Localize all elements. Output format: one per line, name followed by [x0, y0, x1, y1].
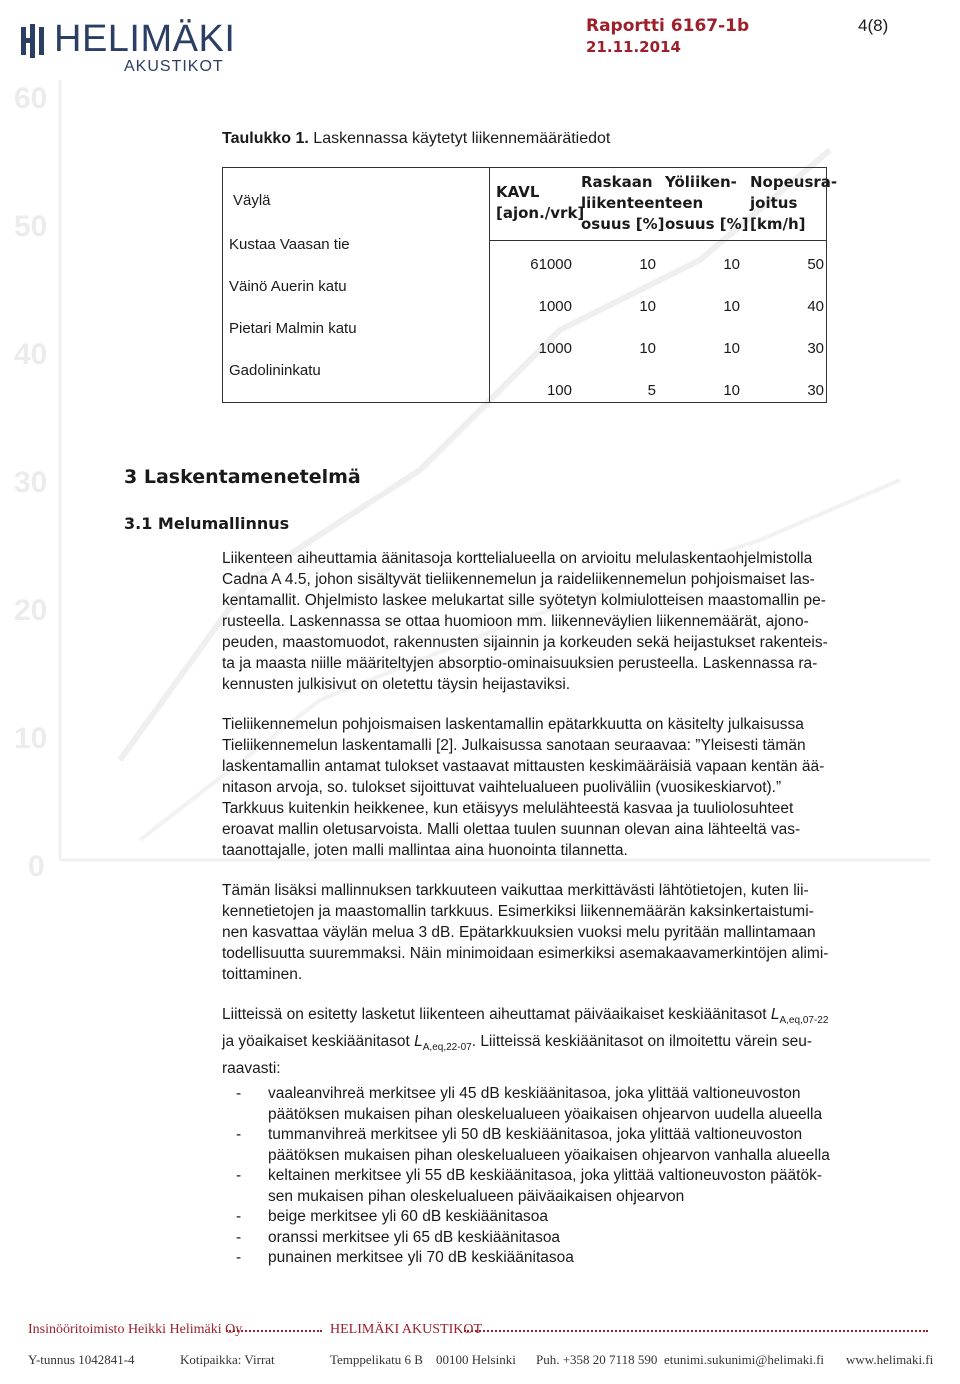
footer-divider: [464, 1330, 928, 1334]
footer-ytunnus: Y-tunnus 1042841-4: [28, 1352, 135, 1367]
column-header-night: Yöliiken- teen osuus [%]: [665, 173, 749, 233]
table-row-route: Gadolininkatu: [229, 362, 321, 379]
footer-address: Temppelikatu 6 B: [330, 1352, 423, 1367]
subsection-heading: 3.1 Melumallinnus: [124, 514, 290, 533]
watermark-tick: 20: [14, 594, 48, 627]
list-item: - keltainen merkitsee yli 55 dB keskiäänitasoa, joka ylittää valtioneuvoston päätök- sen mukaisen pihan oleskelualueen päiväaikaisen ohjearvon: [236, 1167, 823, 1205]
table-row-route: Kustaa Vaasan tie: [229, 236, 350, 253]
footer-postcode: 00100 Helsinki: [436, 1352, 516, 1367]
footer-divider: [226, 1330, 322, 1334]
list-item: - punainen merkitsee yli 70 dB keskiäänitasoa: [236, 1249, 574, 1266]
logo-subtitle: AKUSTIKOT: [124, 58, 224, 75]
color-legend-list: [222, 1084, 894, 1269]
footer-email-link[interactable]: etunimi.sukunimi@helimaki.fi: [664, 1352, 825, 1367]
column-header-speed: Nopeusra- joitus [km/h]: [750, 173, 838, 233]
paragraph-2: Tieliikennemelun pohjoismaisen laskentamallin epätarkkuutta on käsitelty julkaisussa Tieliikennemelun laskentamalli [2]. Julkaisussa sanotaan seuraavaa: ”Yleisesti tämän laskentamallin antamat tulokset vastaavat mittausten keskimääräisiä vapaan kentän ää- nitason arvoja, so. tulokset sijoittuvat vaihtelualueen puoliväliin (vuosikeskiarvot).” Tarkkuus kuitenkin heikkenee, kun etäisyys melulähteestä kasvaa ja tuuliolosuhteet eroavat mallin oletusarvoista. Malli olettaa tuulen suunnan olevan aina lähteeltä vas- taanottajalle, joten malli mallintaa aina huonointa tilannetta.: [222, 716, 825, 859]
section-heading: 3 Laskentamenetelmä: [124, 466, 361, 488]
table-caption-prefix: Taulukko 1.: [222, 130, 309, 147]
table-row: 61000 10 10 50: [530, 256, 824, 273]
logo-name: HELIMÄKI: [54, 18, 236, 60]
footer-phone: Puh. +358 20 7118 590: [536, 1352, 658, 1367]
table-row: 1000 10 10 30: [538, 340, 824, 357]
column-header-kavl: KAVL [ajon./vrk]: [496, 183, 585, 222]
footer-kotipaikka: Kotipaikka: Virrat: [180, 1352, 275, 1367]
watermark-tick: 30: [14, 466, 48, 499]
column-header-route: Väylä: [233, 192, 271, 209]
watermark-tick: 50: [14, 210, 48, 243]
report-date: 21.11.2014: [586, 38, 681, 56]
footer-brand: HELIMÄKI AKUSTIKOT: [330, 1322, 483, 1337]
paragraph-3: Tämän lisäksi mallinnuksen tarkkuuteen vaikuttaa merkittävästi lähtötietojen, kuten lii- kennetietojen ja maastomallin tarkkuus. Esimerkiksi liikennemäärän kaksinkertaistumi- nen kasvattaa väylän melua 3 dB. Epätarkkuuksien vuoksi melu pyritään mallintamaan todellisuutta suuremmaksi. Näin minimoidaan esimerkiksi asemakaavamerkintöjen alimi- toittaminen.: [222, 882, 829, 983]
list-item: - beige merkitsee yli 60 dB keskiäänitasoa: [236, 1208, 549, 1225]
table-row-route: Pietari Malmin katu: [229, 320, 357, 337]
list-item: - tummanvihreä merkitsee yli 50 dB keskiäänitasoa, joka ylittää valtioneuvoston päätöksen mukaisen pihan oleskelualueen yöaikaisen ohjearvon vanhalla alueella: [236, 1126, 830, 1164]
list-item: - oranssi merkitsee yli 65 dB keskiäänitasoa: [236, 1228, 561, 1246]
traffic-table: [222, 167, 838, 403]
footer-company: Insinööritoimisto Heikki Helimäki Oy: [28, 1322, 243, 1337]
paragraph-4: Liitteissä on esitetty lasketut liikenteen aiheuttamat päiväaikaiset keskiäänitasot $L_{A,eq,07-22}$ ja yöaikaiset keskiäänitasot $L_{A,eq,22-07}$. Liitteissä keskiäänitasot on ilmoitettu värein seu- raavasti:: [222, 1006, 829, 1078]
company-logo: [20, 18, 236, 75]
table-caption: [222, 130, 610, 148]
table-caption-text: Laskennassa käytetyt liikennemäärätiedot: [313, 130, 611, 147]
list-item: - vaaleanvihreä merkitsee yli 45 dB keskiäänitasoa, joka ylittää valtioneuvoston päätöksen mukaisen pihan oleskelualueen yöaikaisen ohjearvon uudella alueella: [236, 1085, 823, 1123]
watermark-tick: 40: [14, 338, 48, 371]
watermark-tick: 10: [14, 722, 48, 755]
watermark-tick: 0: [28, 850, 45, 883]
logo-mark-icon: [20, 24, 48, 58]
report-title: Raportti 6167-1b: [586, 16, 750, 36]
page-number: 4(8): [858, 16, 889, 35]
footer-web-link[interactable]: www.helimaki.fi: [846, 1352, 934, 1367]
column-header-heavy: Raskaan liikenteen osuus [%]: [581, 173, 666, 233]
paragraph-1: Liikenteen aiheuttamia äänitasoja korttelialueella on arvioitu melulaskentaohjelmistolla Cadna A 4.5, johon sisältyvät tieliikennemelun ja raideliikennemelun pohjoismaiset las- kentamallit. Ohjelmisto laskee melukartat sille syötetyn kolmiulotteisen maastomallin pe- rusteella. Laskennassa se ottaa huomioon mm. liikenneväylien liikennemäärät, ajono- peuden, maastomuodot, rakennusten sijainnin ja korkeuden sekä heijastukset rakenteis- ta ja maasta niille määriteltyjen absorptio-ominaisuuksien perusteella. Laskennassa ra- kennusten julkisivut on oletettu täysin heijastaviksi.: [222, 550, 828, 693]
table-row: 1000 10 10 40: [538, 298, 824, 315]
table-row-route: Väinö Auerin katu: [229, 278, 347, 295]
watermark-tick: 60: [14, 82, 48, 115]
table-row: 100 5 10 30: [546, 382, 824, 399]
